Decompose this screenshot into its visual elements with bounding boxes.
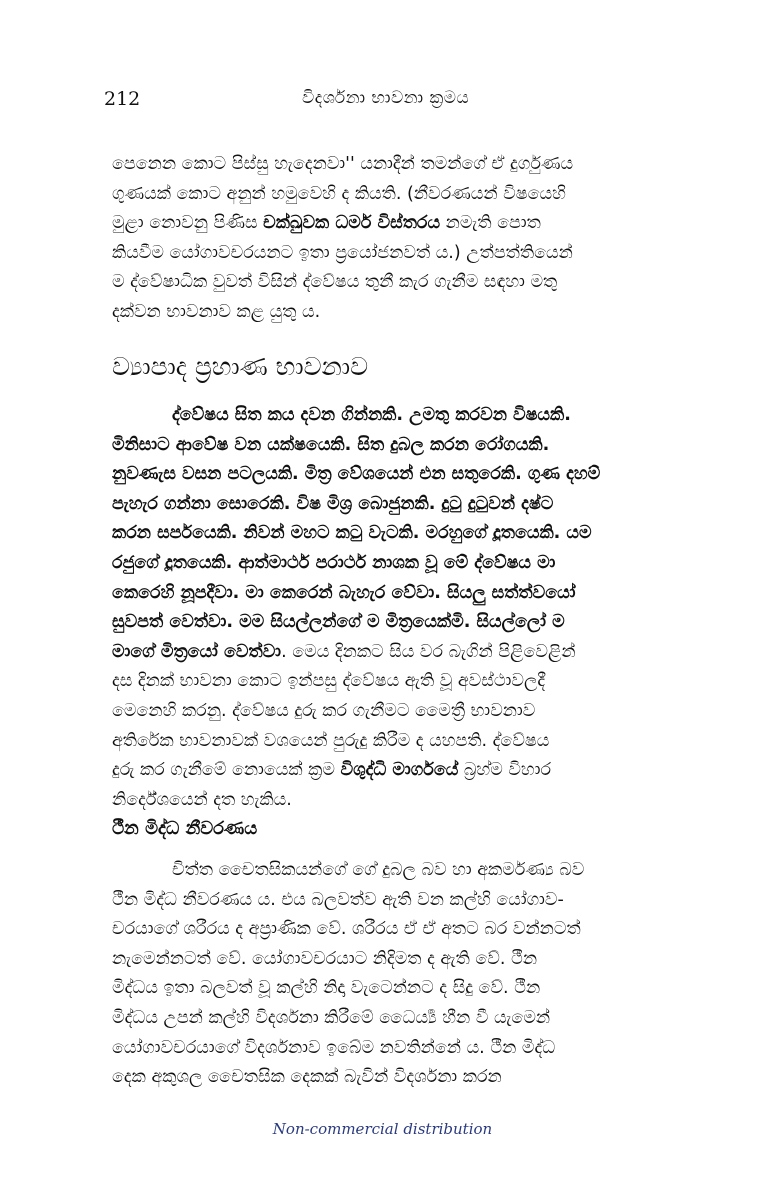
text-line: නුවණැස වසන පටලයකි. මිත්‍ර වේශයෙන් එන සතුරෙකි. ගුණ දහම්	[112, 464, 601, 485]
intro-paragraph	[112, 150, 662, 328]
text-line: යෝගාවචරයාගේ විදර්ශනාව ඉබේම නවතින්නේ ය. ථීන මිද්ධ	[112, 1037, 556, 1058]
text-line: නිර්දේශයෙන් දත හැකිය.	[112, 789, 292, 810]
text-line: සුවපත් වෙත්වා. මම සියල්ලන්ගේ ම මිත්‍රයෙක්මි. සියල්ලෝ ම	[112, 612, 565, 633]
text-line: මෙනෙහි කරනු. ද්වේෂය දුරු කර ගැනීමට මෛත්‍රී භාවනාව	[112, 700, 536, 721]
text-line: දක්වන භාවනාව කළ යුතු ය.	[112, 301, 321, 322]
book-title-emphasis: විශුද්ධි මාර්ගයේ	[340, 760, 459, 781]
book-title-emphasis: චක්ඛුවක ධර්ම විස්තරය	[263, 213, 441, 234]
distribution-footer: Non-commercial distribution	[272, 1120, 493, 1138]
text-line: පෙනෙන කොට පිස්සු හැදෙනවා'' යනාදීන් තමන්ගේ ඒ දුර්ගුණය	[112, 154, 574, 174]
text-line: චරයාගේ ශරීරය ද අප්‍රාණික වේ. ශරීරය ඒ ඒ අතට බර වන්නටත්	[112, 919, 581, 940]
vyapada-paragraph	[112, 401, 662, 815]
thina-paragraph	[112, 856, 662, 1093]
text-line: අතිරේක භාවනාවක් වශයෙන් පුරුදු කිරීම ද යහපති. ද්වේෂය	[112, 730, 550, 751]
text-line: නැමෙන්නටත් වේ. යෝගාවචරයාට නිදිමත ද ඇති වේ. ථීන	[112, 948, 538, 969]
section-heading: ව්‍යාපාද ප්‍රහාණ භාවනාව	[112, 352, 369, 381]
text-line: කෙරෙහි නූපදීවා. මා කෙරෙන් බැහැර වේවා. සියලු සත්ත්වයෝ	[112, 582, 576, 603]
subsection-heading-block	[112, 818, 662, 839]
text-line: ගුණයක් කොට අනුන් හමුවෙහි ද කියති. (නීවරණයන් විෂයෙහි	[112, 183, 566, 204]
text-line: ථීන මිද්ධ නීවරණය ය. එය බලවත්ව ඇති වන කල්හි යෝගාව-	[112, 889, 564, 910]
text-line: ද්වේෂය සිත කය දවන ගින්නකි. උමතු කරවන විෂයකි.	[172, 405, 571, 425]
text-line: දස දිනක් භාවනා කොට ඉන්පසු ද්වේෂය ඇති වූ අවස්ථාවලදී	[112, 671, 546, 692]
page-number: 212	[104, 88, 141, 110]
running-title: විදර්ශනා භාවනා ක්‍රමය	[302, 88, 470, 108]
text-line: මුළා නොවනු පිණිස චක්ඛුවක ධර්ම විස්තරය නමැති පොත	[112, 213, 541, 234]
text-line: මාගේ මිත්‍රයෝ වෙත්වා. මෙය දිනකට සිය වර බැගින් පිළිවෙළින්	[112, 641, 576, 662]
text-line: මිද්ධය උපන් කල්හි විදර්ශනා කිරීමේ ධෛර්‍ය්‍ය හීන වී යැමෙන්	[112, 1007, 551, 1028]
page-header	[104, 88, 664, 118]
text-line: පැහැර ගන්නා සොරෙකි. විෂ මිශ්‍ර බොජුනකි. දුටු දුටුවන් දෂ්ට	[112, 493, 554, 514]
text-line: චිත්ත චෛතසිකයන්ගේ ගේ දුබල බව හා අකර්මණ්‍ය බව	[172, 860, 585, 880]
text-line: කරන සර්පයෙකි. නිවන් මහට කටු වැටකි. මරහුගේ දූතයෙකි. යම	[112, 523, 592, 544]
text-line: රජුගේ දූතයෙකි. ආත්මාර්ථ පරාර්ථ නාශක වූ මේ ද්වේෂය මා	[112, 552, 556, 573]
text-line: දුරු කර ගැනීමේ නොයෙක් ක්‍රම විශුද්ධි මාර්ගයේ බ්‍රහ්ම විහාර	[112, 760, 552, 781]
subsection-heading: ථීන මිද්ධ නීවරණය	[112, 818, 258, 839]
text-line: මිනිසාට ආවේෂ වන යක්ෂයෙකි. සිත දුබල කරන රෝගයකි.	[112, 434, 550, 455]
text-line: කියවීම යෝගාවචරයනට ඉතා ප්‍රයෝජනවත් ය.) උත්පත්තියෙන්	[112, 242, 573, 263]
section-heading-block	[112, 352, 662, 382]
text-line: දෙක අකුශල චෛතසික දෙකක් බැවින් විදර්ශනා කරන	[112, 1067, 502, 1088]
text-line: මිද්ධය ඉතා බලවත් වූ කල්හි නිදා වැටෙන්නට ද සිදු වේ. ථීන	[112, 978, 541, 999]
text-line: ම ද්වේෂාධික වුවත් විසින් ද්වේෂය තුනී කැර ගැනීම සඳහා මතු	[112, 272, 558, 293]
